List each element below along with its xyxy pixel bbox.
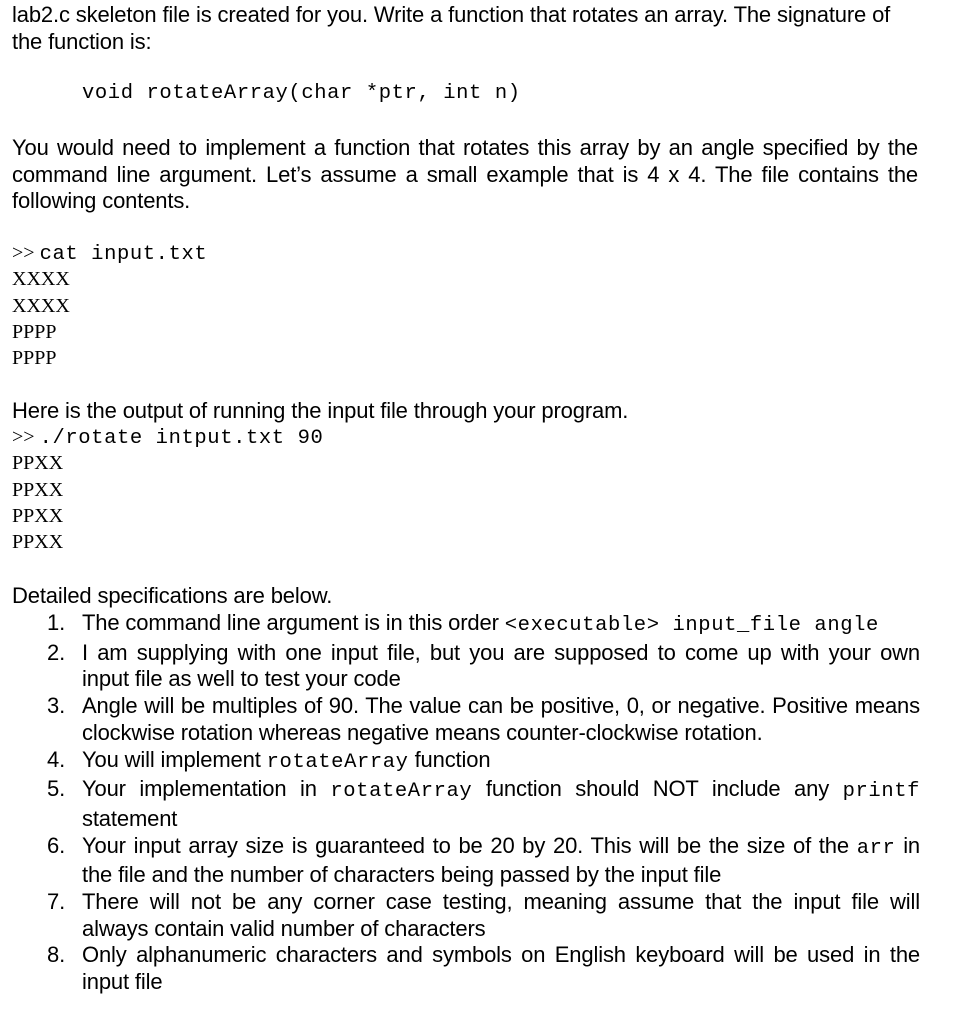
terminal-command: ./rotate intput.txt 90 [39, 427, 324, 450]
spec-text: Only alphanumeric characters and symbols on English keyboard will be used in the input file [82, 942, 920, 995]
spec-number: 1. [47, 610, 66, 635]
input-file-line: PPPP [12, 347, 57, 370]
intro-paragraph [12, 2, 924, 55]
terminal-command-line [12, 240, 207, 266]
spec-item-5 [0, 776, 920, 832]
spec-item-2 [0, 640, 920, 693]
spec-number: 4. [47, 746, 66, 772]
spec-text: function should NOT include any [485, 776, 830, 802]
spec-number: 5. [47, 776, 66, 802]
output-intro-paragraph [12, 398, 924, 425]
spec-number: 3. [47, 693, 66, 719]
spec-number: 2. [47, 639, 66, 665]
input-file-line: PPPP [12, 320, 57, 343]
spec-text: The command line argument is in this order [82, 610, 499, 635]
output-line: PPXX [12, 478, 64, 501]
example-output-block [12, 424, 323, 555]
specs-list [0, 610, 920, 996]
output-line: PPXX [12, 504, 64, 527]
spec-text: function [414, 746, 491, 772]
example-input-block [12, 240, 207, 371]
terminal-command: cat input.txt [39, 243, 208, 266]
input-file-line: XXXX [12, 294, 70, 317]
function-signature: void rotateArray(char *ptr, int n) [82, 82, 521, 105]
spec-text: statement [82, 805, 178, 831]
spec-number: 6. [47, 832, 66, 858]
terminal-prompt: >> [12, 242, 35, 264]
spec-code: arr [856, 836, 896, 860]
spec-code: <executable> input_file angle [504, 614, 879, 637]
spec-text: Your implementation in [82, 776, 317, 802]
spec-number: 7. [47, 889, 66, 915]
terminal-command-line [12, 424, 323, 450]
spec-text: in the file and the number of characters being passed by the input file [82, 832, 921, 888]
spec-code: rotateArray [330, 780, 473, 804]
spec-text: You will implement [82, 746, 261, 772]
output-line: PPXX [12, 452, 64, 475]
spec-item-6 [0, 833, 920, 889]
spec-item-4 [0, 747, 920, 777]
spec-text: Angle will be multiples of 90. The value can be positive, 0, or negative. Positive means clockwise rotation whereas negative means counter-clockwise rotation. [82, 693, 920, 745]
spec-item-3 [0, 693, 920, 746]
description-text: You would need to implement a function that rotates this array by an angle specified by the command line argument. Let’s assume a small example that is 4 x 4. The file contains the following contents. [12, 135, 918, 213]
spec-text: There will not be any corner case testing, meaning assume that the input file will always contain valid number of characters [82, 889, 920, 941]
spec-code: rotateArray [266, 750, 409, 774]
input-file-line: XXXX [12, 268, 70, 291]
terminal-prompt: >> [12, 426, 35, 448]
spec-item-8 [0, 942, 920, 995]
output-intro-text: Here is the output of running the input file through your program. [12, 398, 629, 423]
specs-heading [12, 583, 924, 610]
spec-text: I am supplying with one input file, but you are supposed to come up with your own input file as well to test your code [82, 639, 920, 692]
spec-number: 8. [47, 942, 66, 968]
spec-code: printf [842, 780, 921, 804]
output-line: PPXX [12, 531, 64, 554]
description-paragraph [12, 135, 918, 215]
spec-item-7 [0, 889, 920, 942]
specs-heading-text: Detailed specifications are below. [12, 583, 333, 608]
intro-text: lab2.c skeleton file is created for you. Write a function that rotates an array. The signature of the function is: [12, 2, 891, 54]
spec-item-1 [0, 610, 920, 640]
spec-text: Your input array size is guaranteed to be 20 by 20. This will be the size of the [82, 832, 849, 858]
